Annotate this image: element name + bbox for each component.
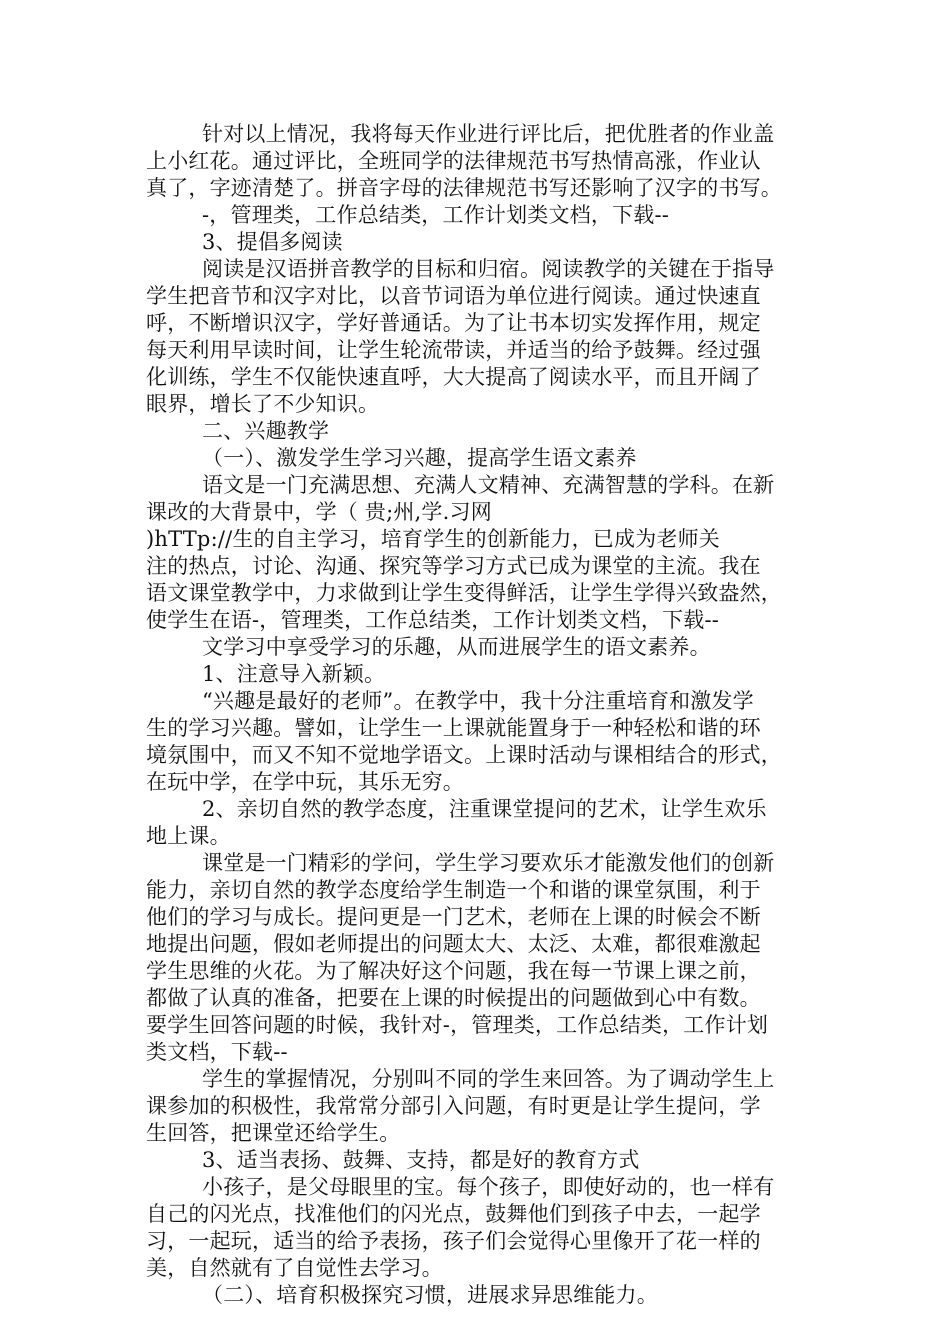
text-line: 学生的掌握情况，分别叫不同的学生来回答。为了调动学生上: [202, 1067, 775, 1091]
document-body: [146, 121, 812, 1309]
text-line: 语文是一门充满思想、充满人文精神、充满智慧的学科。在新: [202, 473, 775, 497]
text-line: 小孩子，是父母眼里的宝。每个孩子，即使好动的，也一样有: [202, 1175, 775, 1199]
text-line: 生回答，把课堂还给学生。: [146, 1121, 401, 1145]
text-line: 学生思维的火花。为了解决好这个问题，我在每一节课上课之前，: [146, 959, 761, 983]
text-line: 他们的学习与成长。提问更是一门艺术，老师在上课的时候会不断: [146, 905, 761, 929]
text-line: 学生把音节和汉字对比，以音节词语为单位进行阅读。通过快速直: [146, 284, 761, 308]
text-line: （二）、培育积极探究习惯，进展求异思维能力。: [202, 1283, 658, 1307]
text-line: )hTTp://生的自主学习，培育学生的创新能力，已成为老师关: [146, 527, 720, 551]
text-line: 在玩中学，在学中玩，其乐无穷。: [146, 770, 464, 794]
text-line: -，管理类，工作总结类，工作计划类文档，下载--: [202, 203, 670, 227]
text-line: 3、提倡多阅读: [202, 230, 343, 254]
text-line: 习，一起玩，适当的给予表扬，孩子们会觉得心里像开了花一样的: [146, 1229, 761, 1253]
text-line: 自己的闪光点，找准他们的闪光点，鼓舞他们到孩子中去，一起学: [146, 1202, 761, 1226]
text-line: 要学生回答问题的时候，我针对-，管理类，工作总结类，工作计划: [146, 1013, 769, 1037]
text-line: 化训练，学生不仅能快速直呼，大大提高了阅读水平，而且开阔了: [146, 365, 761, 389]
text-line: 注的热点，讨论、沟通、探究等学习方式已成为课堂的主流。我在: [146, 554, 761, 578]
text-line: 语文课堂教学中，力求做到让学生变得鲜活，让学生学得兴致盎然，: [146, 581, 782, 605]
text-line: 课改的大背景中，学（ 贵;州,学.习网: [146, 500, 492, 524]
text-line: 类文档，下载--: [146, 1040, 288, 1064]
text-line: 3、适当表扬、鼓舞、支持，都是好的教育方式: [202, 1148, 640, 1172]
text-line: 2、亲切自然的教学态度，注重课堂提问的艺术，让学生欢乐: [202, 797, 767, 821]
text-line: 课参加的积极性，我常常分部引入问题，有时更是让学生提问，学: [146, 1094, 761, 1118]
text-line: 阅读是汉语拼音教学的目标和归宿。阅读教学的关键在于指导: [202, 257, 775, 281]
text-line: 能力，亲切自然的教学态度给学生制造一个和谐的课堂氛围，利于: [146, 878, 761, 902]
text-line: 针对以上情况，我将每天作业进行评比后，把优胜者的作业盖: [202, 122, 775, 146]
text-line: 地提出问题，假如老师提出的问题太大、太泛、太难，都很难激起: [146, 932, 761, 956]
text-line: 使学生在语-，管理类，工作总结类，工作计划类文档，下载--: [146, 608, 720, 632]
text-line: 呼，不断增识汉字，学好普通话。为了让书本切实发挥作用，规定: [146, 311, 761, 335]
text-line: 文学习中享受学习的乐趣，从而进展学生的语文素养。: [202, 635, 711, 659]
text-line: 真了，字迹清楚了。拼音字母的法律规范书写还影响了汉字的书写。: [146, 176, 782, 200]
text-line: 美，自然就有了自觉性去学习。: [146, 1256, 443, 1280]
text-line: 每天利用早读时间，让学生轮流带读，并适当的给予鼓舞。经过强: [146, 338, 761, 362]
text-line: 1、注意导入新颖。: [202, 662, 386, 686]
text-line: 地上课。: [146, 824, 231, 848]
text-line: 上小红花。通过评比，全班同学的法律规范书写热情高涨，作业认: [146, 149, 761, 173]
text-line: 生的学习兴趣。譬如，让学生一上课就能置身于一种轻松和谐的环: [146, 716, 761, 740]
text-line: 境氛围中，而又不知不觉地学语文。上课时活动与课相结合的形式，: [146, 743, 782, 767]
text-line: （一）、激发学生学习兴趣，提高学生语文素养: [202, 446, 637, 470]
text-line: 眼界，增长了不少知识。: [146, 392, 380, 416]
text-line: “兴趣是最好的老师”。在教学中，我十分注重培育和激发学: [202, 689, 754, 713]
text-line: 课堂是一门精彩的学问，学生学习要欢乐才能激发他们的创新: [202, 851, 775, 875]
text-line: 都做了认真的准备，把要在上课的时候提出的问题做到心中有数。: [146, 986, 761, 1010]
text-line: 二、兴趣教学: [202, 419, 330, 443]
